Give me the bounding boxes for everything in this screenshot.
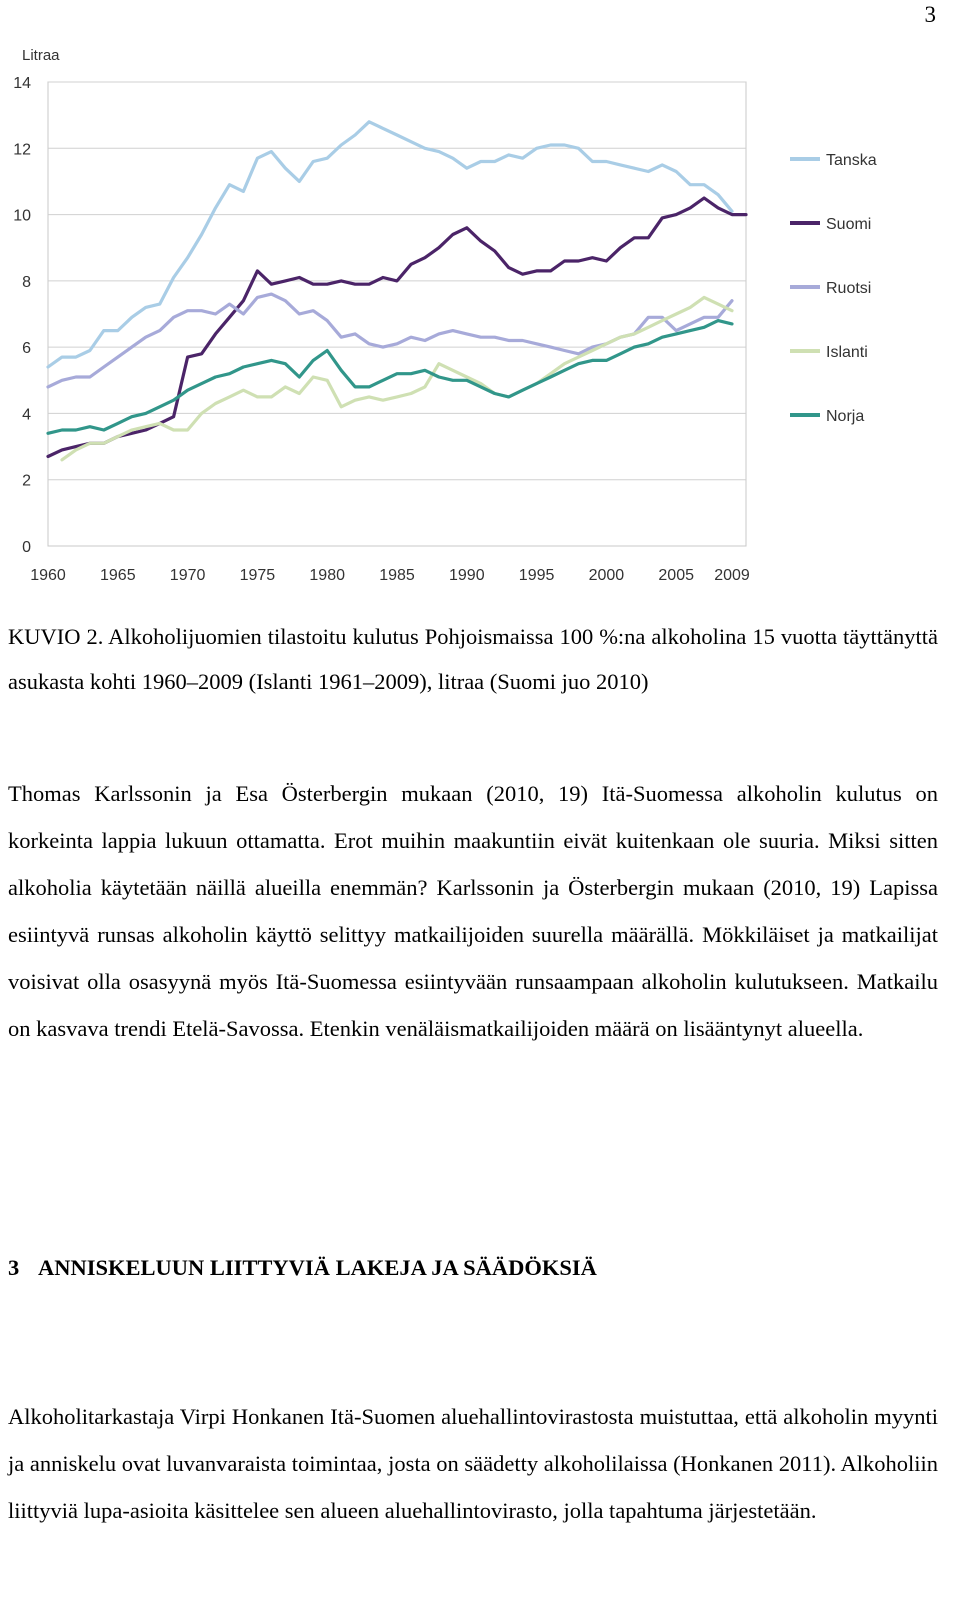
section-heading bbox=[8, 1255, 597, 1281]
x-tick-label: 1970 bbox=[169, 567, 206, 584]
legend-label: Norja bbox=[826, 408, 865, 425]
y-tick-label: 0 bbox=[22, 539, 31, 556]
y-tick-label: 12 bbox=[13, 141, 31, 159]
y-tick-label: 4 bbox=[22, 406, 31, 424]
y-tick-label: 6 bbox=[22, 340, 31, 358]
plot-frame bbox=[48, 82, 746, 546]
y-axis-label: Litraa bbox=[22, 47, 60, 64]
legend-label: Islanti bbox=[826, 344, 868, 361]
legend-label: Ruotsi bbox=[826, 280, 872, 297]
x-tick-label: 1995 bbox=[518, 567, 555, 584]
y-tick-label: 10 bbox=[13, 207, 31, 225]
x-tick-label: 2005 bbox=[658, 567, 694, 584]
x-tick-label: 2009 bbox=[714, 567, 750, 584]
x-tick-label: 1965 bbox=[100, 567, 136, 584]
y-tick-label: 2 bbox=[22, 472, 31, 490]
y-tick-label: 14 bbox=[13, 75, 31, 92]
x-tick-label: 1975 bbox=[239, 567, 276, 584]
x-tick-label: 1985 bbox=[379, 567, 415, 584]
x-tick-label: 1990 bbox=[449, 567, 485, 584]
chart-canvas bbox=[0, 38, 960, 603]
legend-label: Suomi bbox=[826, 216, 872, 233]
section-title: ANNISKELUUN LIITTYVIÄ LAKEJA JA SÄÄDÖKSIÄ bbox=[38, 1255, 597, 1280]
page-number: 3 bbox=[924, 2, 936, 27]
body-paragraph-2: Alkoholitarkastaja Virpi Honkanen Itä-Suomen aluehallintovirastosta muistuttaa, että alkoholin myynti ja anniskelu ovat luvanvaraista toimintaa, josta on säädetty alkoholilaissa (Honkanen 2011). Alkoholiin liittyviä lupa-asioita käsittelee sen alueen aluehallintovirasto, jolla tapahtuma järjestetään. bbox=[8, 1404, 938, 1523]
y-tick-label: 8 bbox=[22, 273, 31, 291]
x-tick-label: 1960 bbox=[30, 567, 66, 584]
x-tick-label: 1980 bbox=[309, 567, 345, 584]
body-paragraph-1: Thomas Karlssonin ja Esa Österbergin mukaan (2010, 19) Itä-Suomessa alkoholin kulutus on korkeinta lappia lukuun ottamatta. Erot muihin maakuntiin eivät kuitenkaan ole suuria. Miksi sitten alkoholia käytetään näillä alueilla enemmän? Karlssonin ja Österbergin mukaan (2010, 19) Lapissa esiintyvä runsas alkoholin käyttö selittyy matkailijoiden suurella määrällä. Mökkiläiset ja matkailijat voisivat olla osasyynä myös Itä-Suomessa esiintyvään runsaampaan alkoholin kulutukseen. Matkailu on kasvava trendi Etelä-Savossa. Etenkin venäläismatkailijoiden määrä on lisääntynyt alueella. bbox=[8, 781, 938, 1041]
figure-caption: KUVIO 2. Alkoholijuomien tilastoitu kulutus Pohjoismaissa 100 %:na alkoholina 15 vuotta täyttänyttä asukasta kohti 1960–2009 (Islanti 1961–2009), litraa (Suomi juo 2010) bbox=[8, 624, 938, 694]
x-tick-label: 2000 bbox=[588, 567, 625, 584]
section-number: 3 bbox=[8, 1255, 20, 1280]
legend-label: Tanska bbox=[826, 152, 877, 169]
consumption-line-chart bbox=[0, 38, 960, 603]
